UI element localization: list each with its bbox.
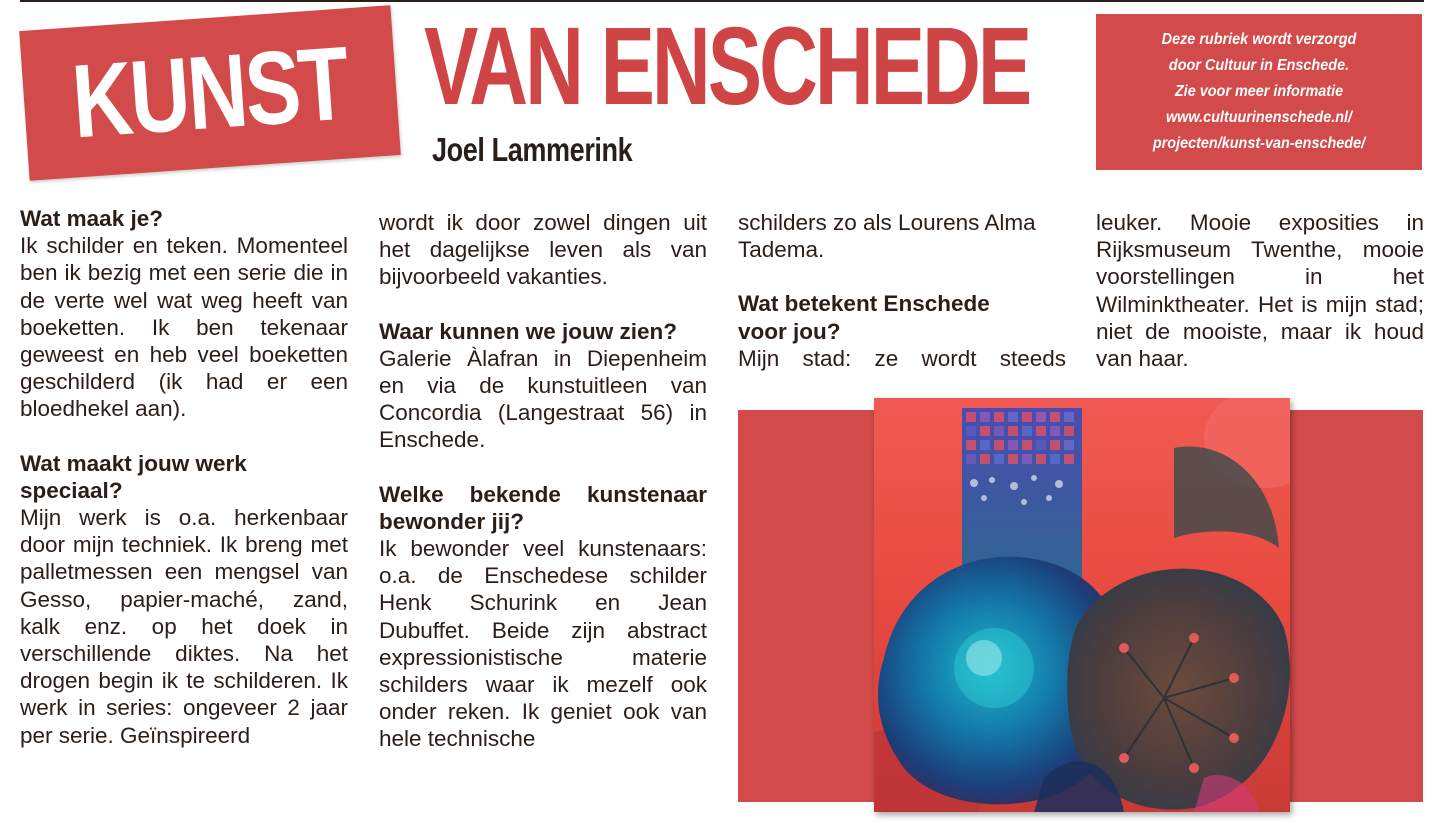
info-line: Zie voor meer informatie <box>1174 83 1344 100</box>
answer-paragraph: Ik schilder en teken. Momenteel ben ik bezig met een serie die in de verte wel wat weg heeft van boeketten. Ik ben tekenaar geweest en heb veel boeketten geschilderd (ik had er een bloedhekel aan). <box>20 233 348 422</box>
column-2 <box>379 209 707 753</box>
info-line: door Cultuur in Enschede. <box>1168 57 1350 74</box>
question-heading: Waar kunnen we jouw zien? <box>379 318 677 344</box>
artwork-image <box>874 398 1290 812</box>
answer-paragraph: Mijn werk is o.a. herkenbaar door mijn techniek. Ik breng met palletmessen een mengsel van Gesso, papier-maché, zand, kalk enz. op het doek in verschillende diktes. Na het drogen begin ik te schilderen. Ik werk in series: ongeveer 2 jaar per serie. Geïnspireerd <box>20 505 348 748</box>
painting-graphic <box>874 398 1290 812</box>
kunst-label: KUNST <box>69 25 351 161</box>
question-heading: Welke bekende kunstenaar bewonder jij? <box>379 481 707 534</box>
question-heading: Wat betekent Enschede voor jou? <box>738 291 990 344</box>
top-rule <box>20 0 1424 2</box>
page-title: VAN ENSCHEDE <box>424 5 1030 128</box>
column-4 <box>1096 209 1424 372</box>
info-box <box>1096 14 1422 170</box>
info-link[interactable]: www.cultuurinenschede.nl/ <box>1165 109 1353 126</box>
answer-paragraph: Galerie Àlafran in Diepenheim en via de kunstuitleen van Concordia (Langestraat 56) in Enschede. <box>379 345 707 453</box>
info-line: Deze rubriek wordt verzorgd <box>1161 31 1357 48</box>
info-link[interactable]: projecten/kunst-van-enschede/ <box>1152 135 1366 152</box>
column-1 <box>20 205 348 749</box>
answer-paragraph: Ik bewonder veel kunstenaars: o.a. de Enschedese schilder Henk Schurink en Jean Dubuffet. Beide zijn abstract expressionistische materie schilders waar ik mezelf ook onder reken. Ik geniet ook van hele technische <box>379 536 707 752</box>
artist-name: Joel Lammerink <box>432 131 633 168</box>
column-3 <box>738 209 1066 372</box>
question-heading: Wat maak je? <box>20 206 163 231</box>
kunst-banner <box>19 5 401 181</box>
answer-paragraph: leuker. Mooie exposities in Rijksmuseum Twenthe, mooie voorstellingen in het Wilminktheater. Het is mijn stad; niet de mooiste, maar ik houd van haar. <box>1096 210 1424 372</box>
answer-paragraph: Mijn stad: ze wordt steeds <box>738 345 1066 371</box>
answer-paragraph: wordt ik door zowel dingen uit het dagelijkse leven als van bijvoorbeeld vakanties. <box>379 210 707 290</box>
answer-paragraph: schilders zo als Lourens Alma Tadema. <box>738 210 1036 263</box>
question-heading: Wat maakt jouw werk speciaal? <box>20 450 247 503</box>
